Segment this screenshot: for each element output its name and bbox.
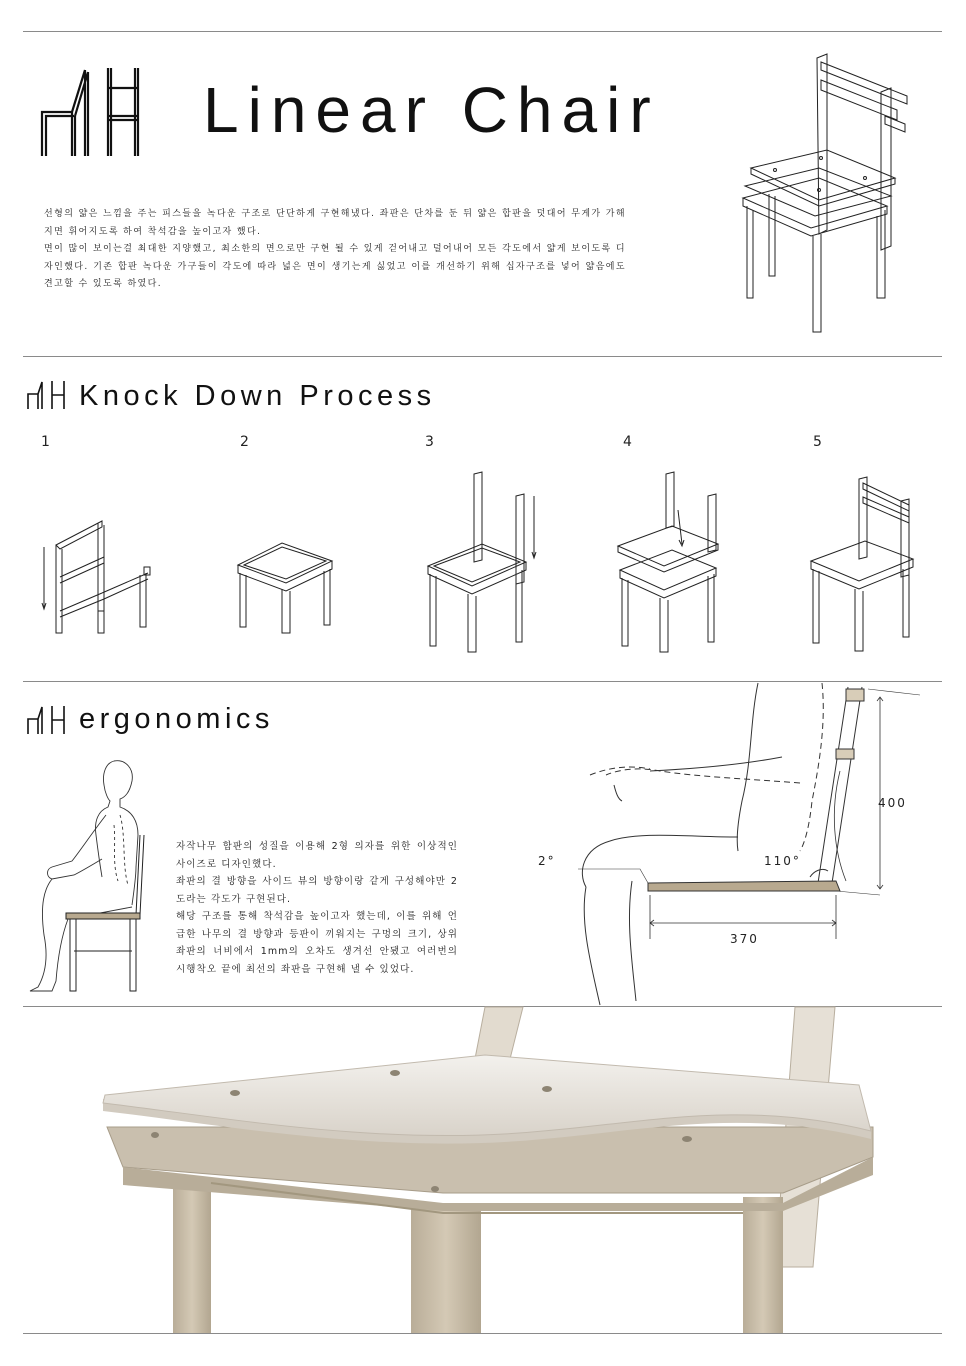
step-number-5: 5 [813,434,822,450]
ergonomics-paragraph-2: 좌판의 결 방향을 사이드 뷰의 방향이랑 같게 구성해야만 2도라는 각도가 구현된다. [176,876,458,905]
seat-angle-label: 2° [538,854,556,868]
seated-person-figure [22,755,152,995]
ergonomics-description [176,838,458,978]
step-number-1: 1 [41,434,50,450]
back-height-label: 400 [878,796,907,810]
intro-description [44,206,626,294]
process-title: Knock Down Process [79,380,436,412]
section-logo-ergonomics [27,705,67,735]
ergonomics-paragraph-3: 해당 구조를 통해 착석감을 높이고자 했는데, 이를 위해 언급한 나무의 결 방향과 등판이 끼워지는 구멍의 크기, 상위 좌판의 너비에서 1mm의 오차도 생겨선 안됐고 여러번의 시행착오 끝에 최선의 좌판을 구현해 낼 수 있었다. [176,911,458,975]
exploded-chair-drawing [735,50,915,335]
bottom-rule [23,1333,942,1334]
section-logo-process [27,380,67,410]
linear-chair-logo [40,66,145,158]
intro-paragraph-2: 면이 많이 보이는걸 최대한 지양했고, 최소한의 면으로만 구현 될 수 있게 걷어내고 덜어내어 모든 각도에서 얇게 보이도록 디자인했다. 기존 합판 녹다운 가구들이 각도에 따라 넓은 면이 생기는게 싫었고 이를 개선하기 위해 십자구조를 넣어 얇음에도 견고할 수 있도록 하였다. [44,244,626,289]
ergonomics-paragraph-1: 자작나무 합판의 성질을 이용해 2형 의자를 위한 이상적인 사이즈로 디자인했다. [176,841,458,870]
step-5-drawing [805,475,920,655]
step-2-drawing [232,535,342,635]
back-angle-label: 110° [764,854,801,868]
side-view-diagram [530,681,930,1006]
page-title: Linear Chair [203,74,660,146]
step-4-drawing [612,470,727,655]
intro-paragraph-1: 선형의 얇은 느낌을 주는 피스들을 녹다운 구조로 단단하게 구현해냈다. 좌판은 단차를 둔 뒤 얇은 합판을 덧대어 무게가 가해지면 휘어지도록 하여 착석감을 높이고자 했다. [44,209,626,237]
step-3-drawing [420,470,545,655]
chair-photo [23,1007,942,1333]
seat-depth-label: 370 [730,932,759,946]
step-1-drawing [40,515,155,635]
step-number-3: 3 [425,434,434,450]
top-rule [23,31,942,32]
section-divider-1 [23,356,942,357]
step-number-4: 4 [623,434,632,450]
ergonomics-title: ergonomics [79,703,274,735]
step-number-2: 2 [240,434,249,450]
